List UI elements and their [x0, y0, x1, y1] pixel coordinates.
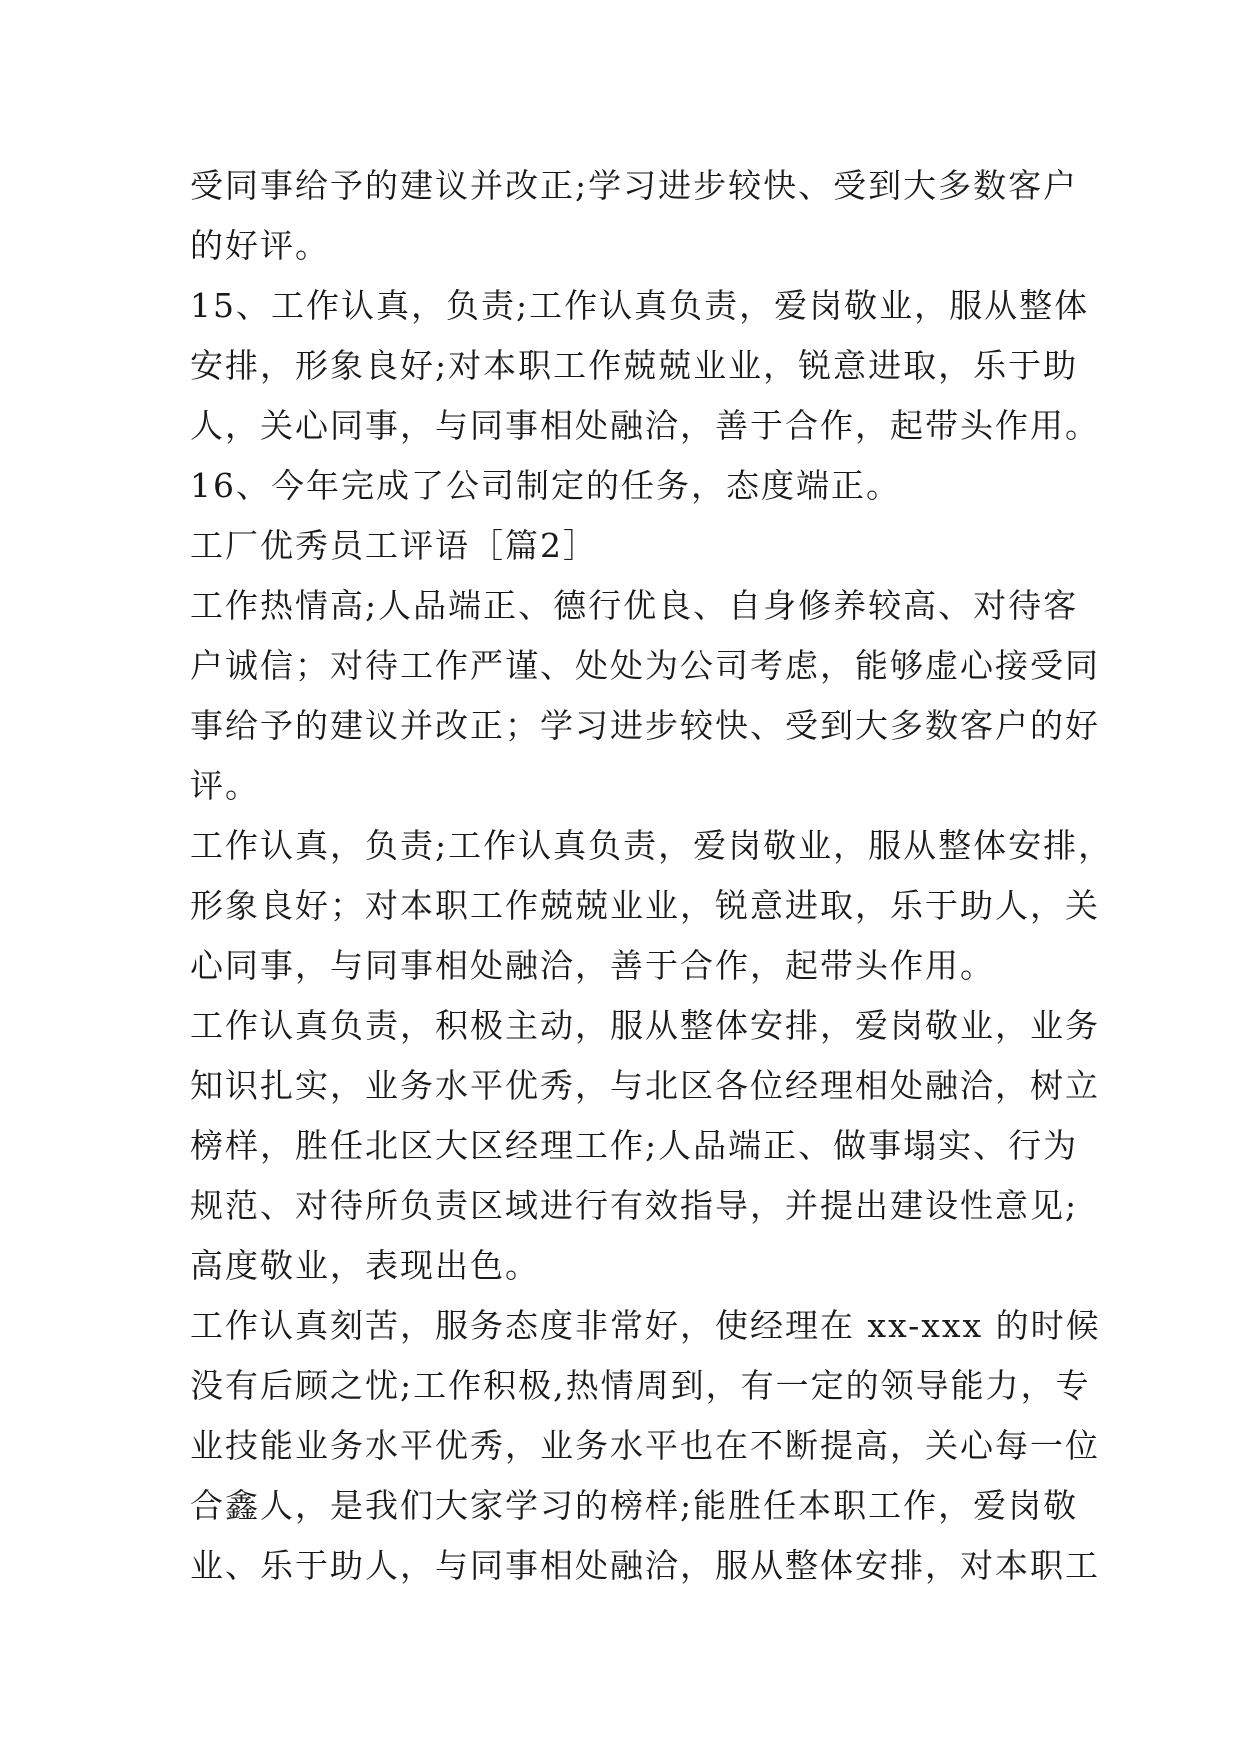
- text-line: 人，关心同事，与同事相处融洽，善于合作，起带头作用。: [190, 406, 1100, 445]
- text-line: 工作认真负责，积极主动，服从整体安排，爱岗敬业，业务: [190, 1006, 1100, 1045]
- text-line: 工作热情高;人品端正、德行优良、自身修养较高、对待客: [190, 586, 1079, 625]
- section-heading: 工厂优秀员工评语［篇2］: [190, 526, 598, 565]
- text-line: 工作认真，负责;工作认真负责，爱岗敬业，服从整体安排，: [190, 826, 1114, 865]
- text-line: 的好评。: [190, 226, 330, 265]
- text-line: 评。: [190, 766, 260, 805]
- document-body: [190, 156, 1114, 1596]
- text-line: 知识扎实，业务水平优秀，与北区各位经理相处融洽，树立: [190, 1066, 1100, 1105]
- text-line: 受同事给予的建议并改正;学习进步较快、受到大多数客户: [190, 166, 1079, 205]
- text-line: 榜样，胜任北区大区经理工作;人品端正、做事塌实、行为: [190, 1126, 1079, 1165]
- text-line: 工作认真刻苦，服务态度非常好，使经理在 xx-xxx 的时候: [190, 1306, 1101, 1345]
- text-line: 户诚信；对待工作严谨、处处为公司考虑，能够虚心接受同: [190, 646, 1100, 685]
- text-line: 业、乐于助人，与同事相处融洽，服从整体安排，对本职工: [190, 1546, 1100, 1585]
- text-line: 15、工作认真，负责;工作认真负责，爱岗敬业，服从整体: [190, 286, 1090, 325]
- text-line: 安排，形象良好;对本职工作兢兢业业，锐意进取，乐于助: [190, 346, 1079, 385]
- text-line: 事给予的建议并改正；学习进步较快、受到大多数客户的好: [190, 706, 1100, 745]
- text-line: 心同事，与同事相处融洽，善于合作，起带头作用。: [190, 946, 995, 985]
- text-line: 没有后顾之忧;工作积极,热情周到，有一定的领导能力，专: [190, 1366, 1091, 1405]
- text-line: 业技能业务水平优秀，业务水平也在不断提高，关心每一位: [190, 1426, 1100, 1465]
- text-line: 规范、对待所负责区域进行有效指导，并提出建设性意见;: [190, 1186, 1079, 1225]
- text-line: 高度敬业，表现出色。: [190, 1246, 540, 1285]
- text-line: 合鑫人，是我们大家学习的榜样;能胜任本职工作，爱岗敬: [190, 1486, 1079, 1525]
- text-line: 16、今年完成了公司制定的任务，态度端正。: [190, 466, 901, 505]
- text-line: 形象良好；对本职工作兢兢业业，锐意进取，乐于助人，关: [190, 886, 1100, 925]
